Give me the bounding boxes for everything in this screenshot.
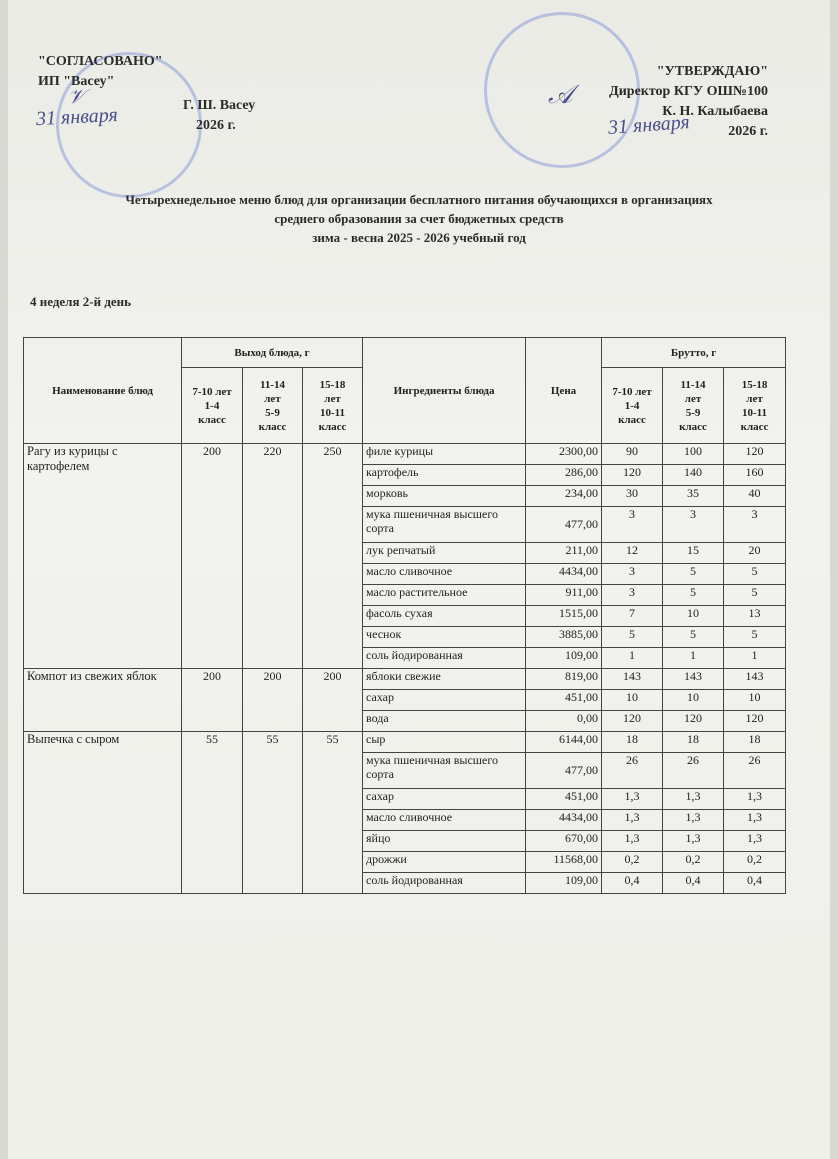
gross-cell: 10 — [663, 606, 724, 627]
price-cell: 211,00 — [526, 543, 602, 564]
gross-cell: 0,2 — [724, 852, 786, 873]
gross-cell: 1,3 — [724, 810, 786, 831]
price-cell: 286,00 — [526, 465, 602, 486]
title-line-1: Четырехнедельное меню блюд для организации бесплатного питания обучающихся в организациях — [125, 192, 713, 207]
gross-cell: 120 — [724, 444, 786, 465]
gross-cell: 5 — [724, 585, 786, 606]
gross-cell: 3 — [724, 507, 786, 543]
gross-cell: 3 — [663, 507, 724, 543]
approval-left-signer: Г. Ш. Васеу — [183, 98, 256, 113]
ingredient-name-cell: картофель — [363, 465, 526, 486]
ingredient-name-cell: вода — [363, 711, 526, 732]
price-cell: 6144,00 — [526, 732, 602, 753]
price-cell: 670,00 — [526, 831, 602, 852]
yield-cell: 55 — [243, 732, 303, 894]
signature-left: 𝒱 — [68, 86, 85, 108]
week-day-label: 4 неделя 2-й день — [30, 294, 132, 309]
menu-table — [23, 337, 786, 894]
yield-cell: 200 — [182, 669, 243, 732]
gross-cell: 1,3 — [724, 831, 786, 852]
gross-cell: 7 — [602, 606, 663, 627]
document-title — [8, 190, 830, 247]
gross-cell: 35 — [663, 486, 724, 507]
price-cell: 4434,00 — [526, 810, 602, 831]
gross-cell: 1 — [724, 648, 786, 669]
gross-cell: 30 — [602, 486, 663, 507]
gross-cell: 3 — [602, 564, 663, 585]
approval-right-signer: К. Н. Калыбаева — [662, 104, 768, 119]
yield-cell: 220 — [243, 444, 303, 669]
menu-table-body — [24, 444, 786, 894]
yield-cell: 200 — [303, 669, 363, 732]
gross-cell: 12 — [602, 543, 663, 564]
price-cell: 451,00 — [526, 690, 602, 711]
yield-cell: 55 — [182, 732, 243, 894]
table-row — [24, 444, 786, 465]
price-cell: 451,00 — [526, 789, 602, 810]
ingredient-name-cell: яйцо — [363, 831, 526, 852]
approval-left-title: "СОГЛАСОВАНО" — [38, 54, 163, 69]
gross-cell: 3 — [602, 585, 663, 606]
price-cell: 2300,00 — [526, 444, 602, 465]
gross-cell: 0,2 — [663, 852, 724, 873]
title-line-3: зима - весна 2025 - 2026 учебный год — [312, 230, 526, 245]
approval-right-title: "УТВЕРЖДАЮ" — [656, 64, 768, 79]
gross-cell: 5 — [724, 627, 786, 648]
header-gross-age-3: 15-18 лет 10-11 класс — [724, 368, 786, 444]
gross-cell: 100 — [663, 444, 724, 465]
dish-name-cell: Выпечка с сыром — [24, 732, 182, 894]
approval-right-position: Директор КГУ ОШ№100 — [609, 84, 768, 99]
price-cell: 11568,00 — [526, 852, 602, 873]
gross-cell: 26 — [724, 753, 786, 789]
gross-cell: 1,3 — [724, 789, 786, 810]
gross-cell: 90 — [602, 444, 663, 465]
gross-cell: 0,2 — [602, 852, 663, 873]
ingredient-name-cell: лук репчатый — [363, 543, 526, 564]
ingredient-name-cell: дрожжи — [363, 852, 526, 873]
gross-cell: 143 — [724, 669, 786, 690]
gross-cell: 120 — [602, 711, 663, 732]
ingredient-name-cell: чеснок — [363, 627, 526, 648]
price-cell: 234,00 — [526, 486, 602, 507]
gross-cell: 1 — [602, 648, 663, 669]
dish-name-cell: Рагу из курицы с картофелем — [24, 444, 182, 669]
gross-cell: 15 — [663, 543, 724, 564]
gross-cell: 13 — [724, 606, 786, 627]
price-cell: 3885,00 — [526, 627, 602, 648]
header-gross-age-1: 7-10 лет 1-4 класс — [602, 368, 663, 444]
ingredient-name-cell: мука пшеничная высшего сорта — [363, 507, 526, 543]
yield-cell: 200 — [243, 669, 303, 732]
ingredient-name-cell: филе курицы — [363, 444, 526, 465]
signature-right: 𝒜 — [548, 80, 573, 109]
document-page — [8, 0, 830, 1159]
ingredient-name-cell: фасоль сухая — [363, 606, 526, 627]
table-row — [24, 669, 786, 690]
approval-left-org: ИП "Васеу" — [38, 74, 115, 89]
gross-cell: 120 — [724, 711, 786, 732]
gross-cell: 0,4 — [663, 873, 724, 894]
ingredient-name-cell: соль йодированная — [363, 873, 526, 894]
gross-cell: 10 — [724, 690, 786, 711]
ingredient-name-cell: соль йодированная — [363, 648, 526, 669]
ingredient-name-cell: яблоки свежие — [363, 669, 526, 690]
gross-cell: 1,3 — [602, 789, 663, 810]
gross-cell: 3 — [602, 507, 663, 543]
header-ingredients: Ингредиенты блюда — [363, 338, 526, 444]
gross-cell: 1,3 — [602, 810, 663, 831]
gross-cell: 1,3 — [602, 831, 663, 852]
price-cell: 4434,00 — [526, 564, 602, 585]
yield-cell: 200 — [182, 444, 243, 669]
gross-cell: 143 — [602, 669, 663, 690]
title-line-2: среднего образования за счет бюджетных средств — [274, 211, 564, 226]
gross-cell: 5 — [724, 564, 786, 585]
gross-cell: 18 — [663, 732, 724, 753]
price-cell: 1515,00 — [526, 606, 602, 627]
ingredient-name-cell: морковь — [363, 486, 526, 507]
price-cell: 477,00 — [526, 753, 602, 789]
header-yield-group: Выход блюда, г — [182, 338, 363, 368]
ingredient-name-cell: сыр — [363, 732, 526, 753]
header-yield-age-3: 15-18 лет 10-11 класс — [303, 368, 363, 444]
gross-cell: 140 — [663, 465, 724, 486]
header-yield-age-1: 7-10 лет 1-4 класс — [182, 368, 243, 444]
price-cell: 0,00 — [526, 711, 602, 732]
gross-cell: 0,4 — [602, 873, 663, 894]
gross-cell: 5 — [663, 585, 724, 606]
price-cell: 911,00 — [526, 585, 602, 606]
gross-cell: 1,3 — [663, 810, 724, 831]
gross-cell: 120 — [602, 465, 663, 486]
gross-cell: 5 — [602, 627, 663, 648]
gross-cell: 1,3 — [663, 831, 724, 852]
ingredient-name-cell: масло сливочное — [363, 564, 526, 585]
gross-cell: 10 — [663, 690, 724, 711]
price-cell: 477,00 — [526, 507, 602, 543]
gross-cell: 26 — [663, 753, 724, 789]
gross-cell: 20 — [724, 543, 786, 564]
approval-right-year: 2026 г. — [728, 124, 768, 139]
price-cell: 109,00 — [526, 648, 602, 669]
gross-cell: 18 — [724, 732, 786, 753]
handwritten-date-left: 31 января — [35, 103, 119, 131]
ingredient-name-cell: сахар — [363, 789, 526, 810]
yield-cell: 250 — [303, 444, 363, 669]
ingredient-name-cell: масло растительное — [363, 585, 526, 606]
price-cell: 109,00 — [526, 873, 602, 894]
gross-cell: 1 — [663, 648, 724, 669]
gross-cell: 160 — [724, 465, 786, 486]
ingredient-name-cell: сахар — [363, 690, 526, 711]
header-yield-age-2: 11-14 лет 5-9 класс — [243, 368, 303, 444]
gross-cell: 40 — [724, 486, 786, 507]
gross-cell: 120 — [663, 711, 724, 732]
header-gross-group: Брутто, г — [602, 338, 786, 368]
gross-cell: 143 — [663, 669, 724, 690]
gross-cell: 5 — [663, 627, 724, 648]
ingredient-name-cell: масло сливочное — [363, 810, 526, 831]
header-gross-age-2: 11-14 лет 5-9 класс — [663, 368, 724, 444]
price-cell: 819,00 — [526, 669, 602, 690]
yield-cell: 55 — [303, 732, 363, 894]
header-dish-name: Наименование блюд — [24, 338, 182, 444]
handwritten-date-right: 31 января — [607, 111, 691, 139]
gross-cell: 0,4 — [724, 873, 786, 894]
approval-left-year: 2026 г. — [196, 118, 236, 133]
gross-cell: 1,3 — [663, 789, 724, 810]
gross-cell: 18 — [602, 732, 663, 753]
dish-name-cell: Компот из свежих яблок — [24, 669, 182, 732]
table-row — [24, 732, 786, 753]
header-price: Цена — [526, 338, 602, 444]
gross-cell: 5 — [663, 564, 724, 585]
gross-cell: 10 — [602, 690, 663, 711]
gross-cell: 26 — [602, 753, 663, 789]
ingredient-name-cell: мука пшеничная высшего сорта — [363, 753, 526, 789]
